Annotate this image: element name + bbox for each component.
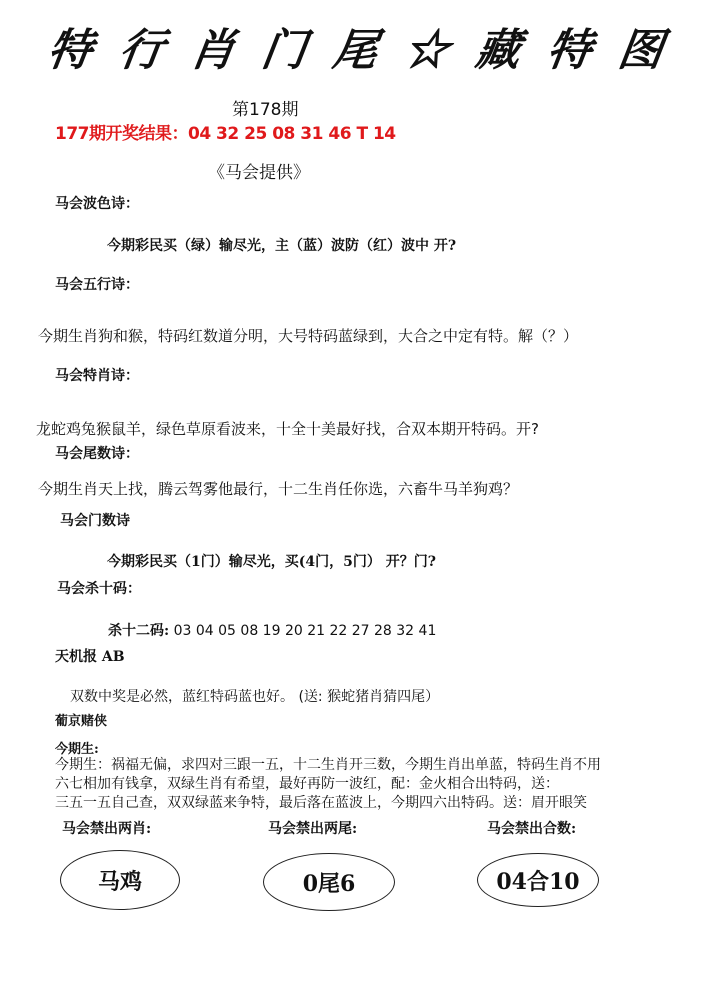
special-zodiac-label: 马会特肖诗： — [55, 368, 139, 384]
wave-poem-label: 马会波色诗： — [55, 196, 139, 212]
door-number-text: 今期彩民买（1门）输尽光，买(4门，5门） 开？门? — [107, 554, 436, 570]
jinqi-line: 三五一五自己查，双双绿蓝来争特，最后落在蓝波上，今期四六出特码。送：眉开眼笑 — [55, 795, 587, 811]
five-elements-label: 马会五行诗： — [55, 277, 139, 293]
jinqi-paragraph — [55, 756, 715, 813]
kill-numbers-row — [108, 620, 436, 640]
five-elements-text: 今期生肖狗和猴，特码红数道分明，大号特码蓝绿到，大合之中定有特。解（？） — [38, 327, 579, 345]
ban-sum-label: 马会禁出合数: — [487, 821, 577, 837]
ban-zodiac-label: 马会禁出两肖: — [62, 821, 152, 837]
ban-sum-oval — [477, 853, 599, 907]
page-title: 特 行 肖 门 尾 ☆ 藏 特 图 — [44, 25, 673, 76]
issue-number: 第178期 — [232, 100, 299, 120]
tail-number-label: 马会尾数诗： — [55, 446, 139, 462]
jinqi-line: 六七相加有钱拿，双绿生肖有希望，最好再防一波红，配：金火相合出特码，送： — [55, 776, 559, 792]
kill-prefix: 杀十二码: — [108, 623, 170, 639]
jinqi-label: 今期生: — [55, 742, 99, 757]
ban-zodiac-value: 马鸡 — [97, 868, 142, 895]
wave-poem-text: 今期彩民买（绿）输尽光，主（蓝）波防（红）波中 开? — [107, 238, 457, 254]
ban-tail-oval — [263, 853, 395, 911]
provider-label: 《马会提供》 — [208, 163, 310, 183]
ban-tail-value: 0尾6 — [302, 870, 356, 897]
jinqi-line: 今期生：祸福无偏，求四对三跟一五，十二生肖开三数，今期生肖出单蓝，特码生肖不用 — [55, 757, 601, 773]
special-zodiac-text: 龙蛇鸡兔猴鼠羊，绿色草原看波来，十全十美最好找，合双本期开特码。开? — [36, 420, 539, 438]
ban-tail-label: 马会禁出两尾: — [268, 821, 358, 837]
last-result: 177期开奖结果：04 32 25 08 31 46 T 14 — [55, 124, 396, 144]
kill-numbers-label: 马会杀十码： — [57, 581, 141, 597]
door-number-label: 马会门数诗 — [60, 513, 130, 529]
tianji-text: 双数中奖是必然，蓝红特码蓝也好。 (送: 猴蛇猪肖猜四尾） — [70, 689, 440, 705]
tail-number-text: 今期生肖天上找，腾云驾雾他最行，十二生肖任你选，六畜牛马羊狗鸡？ — [38, 480, 519, 498]
tianji-label: 天机报 AB — [55, 649, 125, 665]
pujing-label: 葡京赌侠 — [55, 714, 108, 729]
ban-sum-value: 04合10 — [496, 868, 580, 895]
kill-numbers: 03 04 05 08 19 20 21 22 27 28 32 41 — [173, 623, 437, 639]
ban-zodiac-oval — [60, 850, 180, 910]
